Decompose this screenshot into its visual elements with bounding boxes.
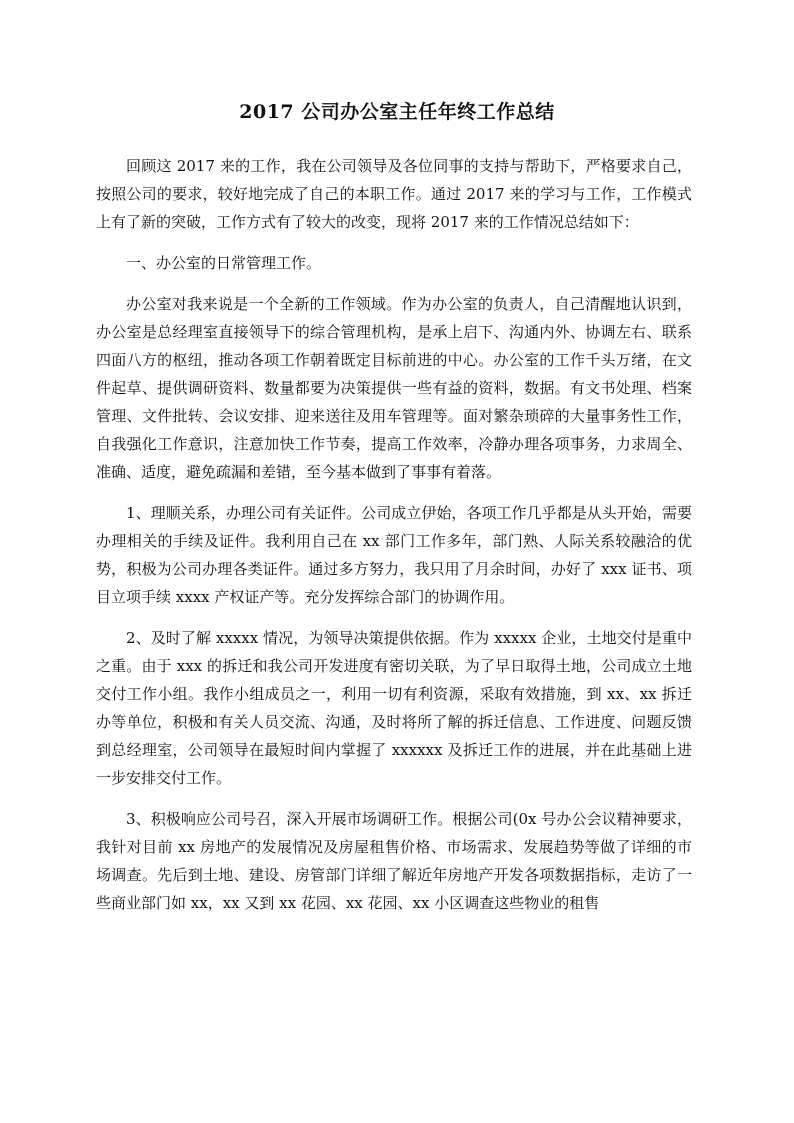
paragraph-item-3: 3、积极响应公司号召，深入开展市场调研工作。根据公司(0x 号办公会议精神要求，我针对目前 xx 房地产的发展情况及房屋租售价格、市场需求、发展趋势等做了详细的市场调查。先后到土地、建设、房管部门详细了解近年房地产开发各项数据指标，走访了一些商业部门如 xx，xx 又到 xx 花园、xx 花园、xx 小区调查这些物业的租售 <box>96 810 692 912</box>
document-body <box>96 152 692 930</box>
section-heading-office-management: 一、办公室的日常管理工作。 <box>126 254 322 272</box>
paragraph-item-2: 2、及时了解 xxxxx 情况，为领导决策提供依据。作为 xxxxx 企业，土地交付是重中之重。由于 xxx 的拆迁和我公司开发进度有密切关联，为了早日取得土地，公司成立土地交付工作小组。我作小组成员之一，利用一切有利资源，采取有效措施，到 xx、xx 拆迁办等单位，积极和有关人员交流、沟通，及时将所了解的拆迁信息、工作进度、问题反馈到总经理室，公司领导在最短时间内掌握了 xxxxxx 及拆迁工作的进展，并在此基础上进一步安排交付工作。 <box>96 629 692 787</box>
document-title: 2017 公司办公室主任年终工作总结 <box>239 101 555 123</box>
paragraph-intro: 回顾这 2017 来的工作，我在公司领导及各位同事的支持与帮助下，严格要求自己，按照公司的要求，较好地完成了自己的本职工作。通过 2017 来的学习与工作，工作模式上有了新的突破，工作方式有了较大的改变，现将 2017 来的工作情况总结如下： <box>96 157 692 231</box>
paragraph-item-1: 1、理顺关系，办理公司有关证件。公司成立伊始，各项工作几乎都是从头开始，需要办理相关的手续及证件。我利用自己在 xx 部门工作多年，部门熟、人际关系较融洽的优势，积极为公司办理各类证件。通过多方努力，我只用了月余时间，办好了 xxx 证书、项目立项手续 xxxx 产权证产等。充分发挥综合部门的协调作用。 <box>96 504 692 606</box>
paragraph-office-role: 办公室对我来说是一个全新的工作领域。作为办公室的负责人，自己清醒地认识到，办公室是总经理室直接领导下的综合管理机构，是承上启下、沟通内外、协调左右、联系四面八方的枢纽，推动各项工作朝着既定目标前进的中心。办公室的工作千头万绪，在文件起草、提供调研资料、数量都要为决策提供一些有益的资料，数据。有文书处理、档案管理、文件批转、会议安排、迎来送往及用车管理等。面对繁杂琐碎的大量事务性工作，自我强化工作意识，注意加快工作节奏，提高工作效率，冷静办理各项事务，力求周全、准确、适度，避免疏漏和差错，至今基本做到了事事有着落。 <box>96 295 692 481</box>
